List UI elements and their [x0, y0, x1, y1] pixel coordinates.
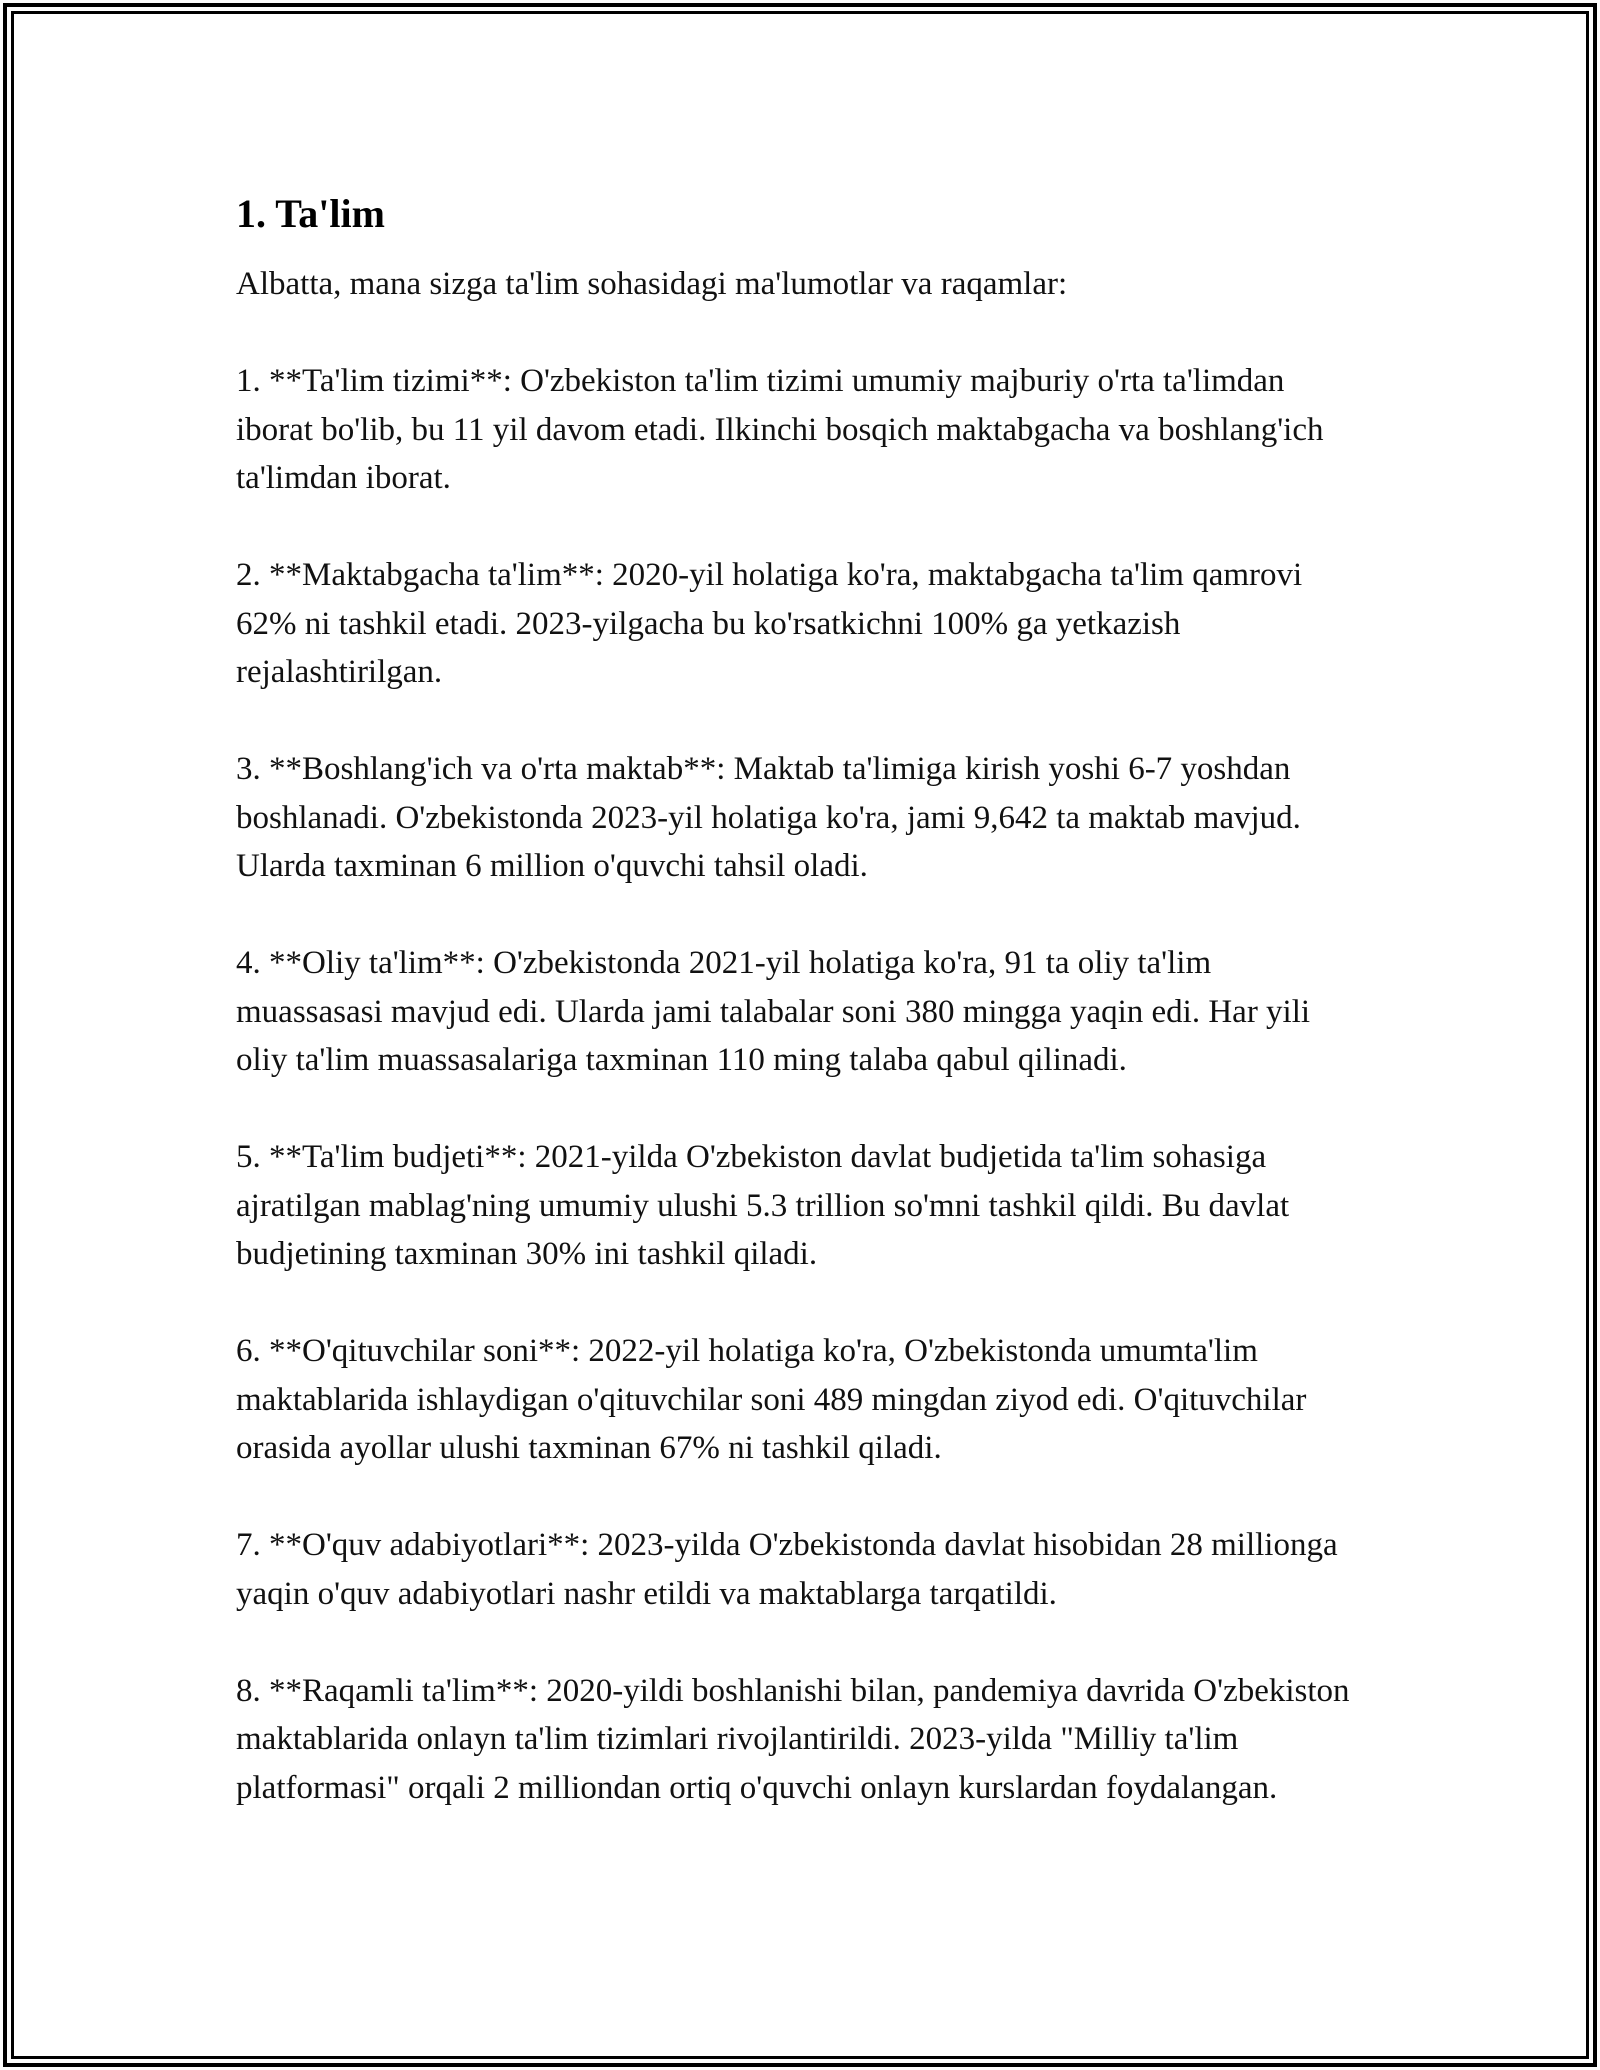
list-item-textbooks: 7. **O'quv adabiyotlari**: 2023-yilda O'zbekistonda davlat hisobidan 28 millionga yaqin o'quv adabiyotlari nashr etildi va maktablarga tarqatildi.	[236, 1527, 1338, 1612]
list-item-higher-education: 4. **Oliy ta'lim**: O'zbekistonda 2021-yil holatiga ko'ra, 91 ta oliy ta'lim muassasasi mavjud edi. Ularda jami talabalar soni 380 mingga yaqin edi. Har yili oliy ta'lim muassasalariga taxminan 110 ming talaba qabul qilinadi.	[236, 945, 1311, 1078]
document-body	[236, 188, 1366, 1812]
list-item-teachers: 6. **O'qituvchilar soni**: 2022-yil holatiga ko'ra, O'zbekistonda umumta'lim maktablarida ishlaydigan o'qituvchilar soni 489 mingdan ziyod edi. O'qituvchilar orasida ayollar ulushi taxminan 67% ni tashkil qiladi.	[236, 1333, 1307, 1466]
list-item-digital-education: 8. **Raqamli ta'lim**: 2020-yildi boshlanishi bilan, pandemiya davrida O'zbekiston maktablarida onlayn ta'lim tizimlari rivojlantirildi. 2023-yilda "Milliy ta'lim platformasi" orqali 2 milliondan ortiq o'quvchi onlayn kurslardan foydalangan.	[236, 1672, 1350, 1806]
list-item-education-system: 1. **Ta'lim tizimi**: O'zbekiston ta'lim tizimi umumiy majburiy o'rta ta'limdan iborat bo'lib, bu 11 yil davom etadi. Ilkinchi bosqich maktabgacha va boshlang'ich ta'limdan iborat.	[236, 363, 1324, 496]
section-title: 1. Ta'lim	[236, 191, 385, 236]
list-item-education-budget: 5. **Ta'lim budjeti**: 2021-yilda O'zbekiston davlat budjetida ta'lim sohasiga ajratilgan mablag'ning umumiy ulushi 5.3 trillion so'mni tashkil qildi. Bu davlat budjetining taxminan 30% ini tashkil qiladi.	[236, 1139, 1290, 1272]
list-item-preschool: 2. **Maktabgacha ta'lim**: 2020-yil holatiga ko'ra, maktabgacha ta'lim qamrovi 62% ni tashkil etadi. 2023-yilgacha bu ko'rsatkichni 100% ga yetkazish rejalashtirilgan.	[236, 557, 1303, 690]
list-item-primary-secondary: 3. **Boshlang'ich va o'rta maktab**: Maktab ta'limiga kirish yoshi 6-7 yoshdan boshlanadi. O'zbekistonda 2023-yil holatiga ko'ra, jami 9,642 ta maktab mavjud. Ularda taxminan 6 million o'quvchi tahsil oladi.	[236, 751, 1301, 884]
intro-paragraph: Albatta, mana sizga ta'lim sohasidagi ma'lumotlar va raqamlar:	[236, 266, 1068, 302]
